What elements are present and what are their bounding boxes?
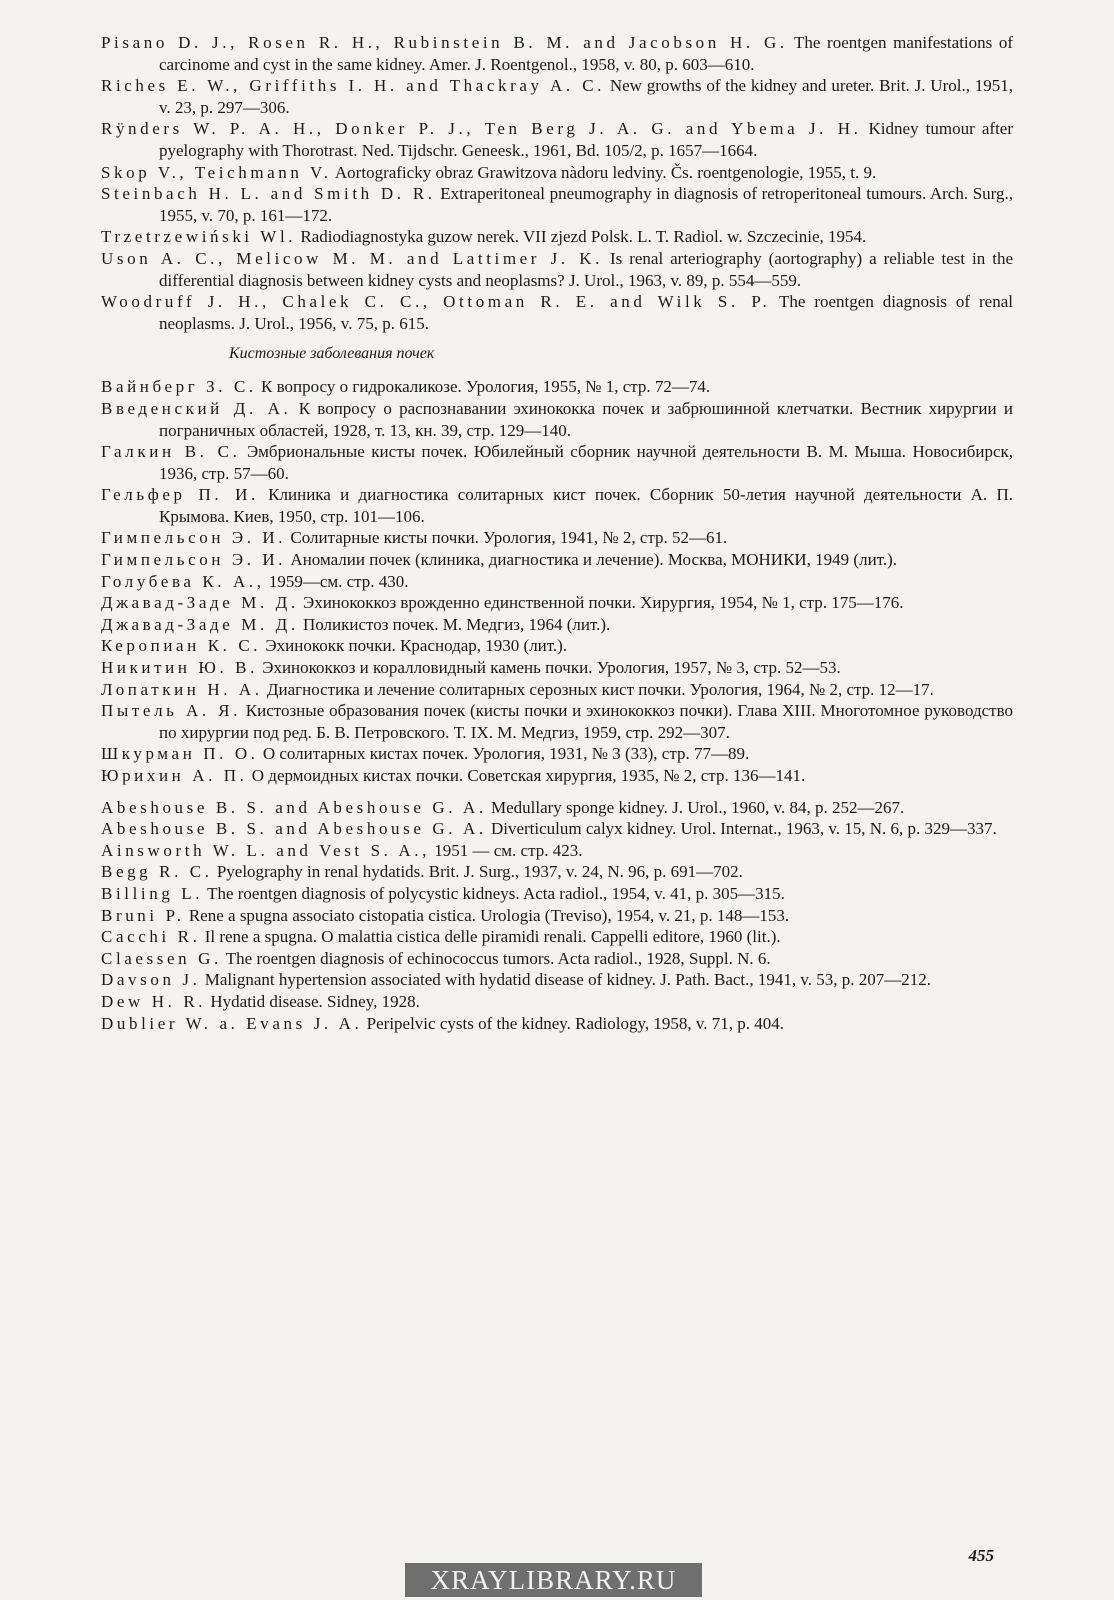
reference-text: Malignant hypertension associated with hydatid disease of kidney. J. Path. Bact., 1941, v. 53, p. 207—212. <box>204 970 932 990</box>
section-heading: Кистозные заболевания почек <box>229 345 435 363</box>
reference-entry <box>101 991 1013 1013</box>
references-section-tumours <box>101 32 1013 334</box>
reference-entry <box>101 743 1013 765</box>
reference-entry <box>101 861 1013 883</box>
reference-entry <box>101 818 1013 840</box>
reference-entry <box>101 162 1013 184</box>
reference-authors: Шкурман П. О. <box>101 744 259 764</box>
reference-entry <box>101 635 1013 657</box>
reference-authors: Steinbach H. L. and Smith D. R. <box>101 184 436 204</box>
reference-text: Солитарные кисты почки. Урология, 1941, № 2, стр. 52—61. <box>290 528 728 548</box>
reference-authors: Лопаткин Н. А. <box>101 679 263 699</box>
reference-entry <box>101 679 1013 701</box>
reference-authors: Никитин Ю. В. <box>101 658 258 678</box>
reference-authors: Cacchi R. <box>101 927 201 947</box>
reference-text: Диагностика и лечение солитарных серозных кист почки. Урология, 1964, № 2, стр. 12—17. <box>266 679 934 699</box>
reference-text: Аномалии почек (клиника, диагностика и лечение). Москва, МОНИКИ, 1949 (лит.). <box>290 550 897 570</box>
references-section-cysts-foreign <box>101 797 1013 1035</box>
reference-authors: Гельфер П. И. <box>101 485 259 505</box>
reference-text: О дермоидных кистах почки. Советская хирургия, 1935, № 2, стр. 136—141. <box>251 766 806 785</box>
reference-entry <box>101 549 1013 571</box>
reference-text: Diverticulum calyx kidney. Urol. Internat., 1963, v. 15, N. 6, p. 329—337. <box>490 819 997 839</box>
reference-entry <box>101 248 1013 291</box>
reference-authors: Джавад-Заде М. Д. <box>101 593 299 613</box>
reference-authors: Begg R. C. <box>101 862 213 882</box>
reference-authors: Ainsworth W. L. and Vest S. A., <box>101 840 430 860</box>
reference-authors: Pisano D. J., Rosen R. H., Rubinstein B. M. and Jacobson H. G. <box>101 33 788 52</box>
reference-authors: Abeshouse B. S. and Abeshouse G. A. <box>101 819 487 839</box>
reference-authors: Rÿnders W. P. A. H., Donker P. J., Ten Berg J. A. G. and Ybema J. H. <box>101 119 862 139</box>
reference-text: The roentgen manifestations of carcinome and cyst in the same kidney. Amer. J. Roentgenol., 1958, v. 80, p. 603—610. <box>159 33 1014 74</box>
reference-authors: Керопиан К. С. <box>101 636 262 656</box>
reference-authors: Uson A. C., Melicow M. M. and Lattimer J. K. <box>101 248 603 268</box>
bibliography-page <box>101 32 1013 1034</box>
reference-text: Aortograficky obraz Grawitzova nàdoru ledviny. Čs. roentgenologie, 1955, t. 9. <box>334 162 877 182</box>
reference-entry <box>101 441 1013 484</box>
reference-authors: Пытель А. Я. <box>101 701 241 721</box>
reference-entry <box>101 571 1013 593</box>
reference-text: О солитарных кистах почек. Урология, 1931, № 3 (33), стр. 77—89. <box>262 744 750 764</box>
reference-text: Поликистоз почек. М. Медгиз, 1964 (лит.). <box>302 614 611 634</box>
reference-entry <box>101 797 1013 819</box>
reference-text: The roentgen diagnosis of echinococcus tumors. Acta radiol., 1928, Suppl. N. 6. <box>225 948 771 968</box>
reference-entry <box>101 527 1013 549</box>
reference-text: Кистозные образования почек (кисты почки и эхинококкоз почки). Глава XIII. Многотомное руководство по хирургии под ред. Б. В. Петровского. Т. IX. М. Медгиз, 1959, стр. 292—307. <box>159 701 1013 742</box>
reference-text: К вопросу о распознавании эхинококка почек и забрюшинной клетчатки. Вестник хирургии и пограничных областей, 1928, т. 13, кн. 39, стр. 129—140. <box>159 398 1014 440</box>
reference-entry <box>101 883 1013 905</box>
reference-text: Эхинококкоз и коралловидный камень почки. Урология, 1957, № 3, стр. 52—53. <box>262 658 841 678</box>
reference-text: Эмбриональные кисты почек. Юбилейный сборник научной деятельности В. М. Мыша. Новосибирск, 1936, стр. 57—60. <box>159 442 1013 483</box>
reference-authors: Claessen G. <box>101 948 222 968</box>
reference-text: New growths of the kidney and ureter. Brit. J. Urol., 1951, v. 23, p. 297—306. <box>159 76 1014 117</box>
reference-text: Medullary sponge kidney. J. Urol., 1960, v. 84, p. 252—267. <box>490 797 905 817</box>
reference-authors: Голубева К. А., <box>101 571 265 591</box>
reference-text: Клиника и диагностика солитарных кист почек. Сборник 50-летия научной деятельности А. П. Крымова. Киев, 1950, стр. 101—106. <box>159 485 1014 526</box>
reference-authors: Гимпельсон Э. И. <box>101 550 287 570</box>
reference-text: Peripelvic cysts of the kidney. Radiology, 1958, v. 71, p. 404. <box>366 1013 785 1033</box>
reference-authors: Dublier W. a. Evans J. A. <box>101 1013 363 1033</box>
reference-entry <box>101 905 1013 927</box>
reference-entry <box>101 657 1013 679</box>
reference-authors: Davson J. <box>101 970 201 990</box>
reference-entry <box>101 948 1013 970</box>
reference-authors: Галкин В. С. <box>101 442 241 462</box>
reference-entry <box>101 75 1013 118</box>
reference-authors: Riches E. W., Griffiths I. H. and Thackray A. C. <box>101 76 605 96</box>
reference-entry <box>101 969 1013 991</box>
reference-text: Эхинококкоз врожденно единственной почки. Хирургия, 1954, № 1, стр. 175—176. <box>302 593 904 613</box>
reference-entry <box>101 592 1013 614</box>
reference-text: Is renal arteriography (aortography) a reliable test in the differential diagnosis between kidney cysts and neoplasms? J. Urol., 1963, v. 89, p. 554—559. <box>159 248 1014 290</box>
reference-entry <box>101 376 1013 398</box>
reference-entry <box>101 926 1013 948</box>
reference-authors: Bruni P. <box>101 905 185 925</box>
reference-entry <box>101 398 1013 441</box>
reference-authors: Woodruff J. H., Chalek C. C., Ottoman R. E. and Wilk S. P. <box>101 292 771 312</box>
reference-text: Extraperitoneal pneumography in diagnosis of retroperitoneal tumours. Arch. Surg., 1955, v. 70, p. 161—172. <box>159 184 1013 225</box>
reference-text: Rene a spugna associato cistopatia cistica. Urologia (Treviso), 1954, v. 21, p. 148—153. <box>188 905 790 925</box>
reference-text: Radiodiagnostyka guzow nerek. VII zjezd Polsk. L. T. Radiol. w. Szczecinie, 1954. <box>300 227 867 247</box>
reference-entry <box>101 700 1013 743</box>
reference-authors: Введенский Д. А. <box>101 398 292 418</box>
reference-entry <box>101 840 1013 862</box>
reference-authors: Джавад-Заде М. Д. <box>101 614 299 634</box>
reference-authors: Abeshouse B. S. and Abeshouse G. A. <box>101 797 487 817</box>
section-gap <box>101 787 1013 797</box>
reference-entry <box>101 291 1013 334</box>
reference-authors: Trzetrzewiński Wl. <box>101 227 297 247</box>
reference-text: Kidney tumour after pyelography with Thorotrast. Ned. Tijdschr. Geneesk., 1961, Bd. 105/2, p. 1657—1664. <box>159 119 1013 160</box>
reference-text: Hydatid disease. Sidney, 1928. <box>210 991 420 1011</box>
reference-entry <box>101 226 1013 248</box>
reference-authors: Billing L. <box>101 883 204 903</box>
reference-entry <box>101 183 1013 226</box>
reference-text: Эхинококк почки. Краснодар, 1930 (лит.). <box>265 636 568 656</box>
site-watermark: XRAYLIBRARY.RU <box>405 1563 702 1597</box>
reference-entry <box>101 765 1013 787</box>
reference-text: 1951 — см. стр. 423. <box>434 840 583 860</box>
references-section-cysts-russian <box>101 376 1013 786</box>
reference-text: К вопросу о гидрокаликозе. Урология, 1955, № 1, стр. 72—74. <box>261 377 711 397</box>
reference-entry <box>101 1013 1013 1035</box>
reference-text: The roentgen diagnosis of polycystic kidneys. Acta radiol., 1954, v. 41, p. 305—315. <box>207 883 785 903</box>
reference-text: The roentgen diagnosis of renal neoplasms. J. Urol., 1956, v. 75, p. 615. <box>159 292 1013 333</box>
reference-authors: Dew H. R. <box>101 991 207 1011</box>
page-number: 455 <box>968 1546 994 1565</box>
reference-entry <box>101 32 1013 75</box>
reference-text: Pyelography in renal hydatids. Brit. J. Surg., 1937, v. 24, N. 96, p. 691—702. <box>216 862 743 882</box>
reference-entry <box>101 484 1013 527</box>
reference-authors: Гимпельсон Э. И. <box>101 528 287 548</box>
reference-authors: Юрихин А. П. <box>101 766 248 785</box>
reference-entry <box>101 614 1013 636</box>
reference-entry <box>101 118 1013 161</box>
reference-authors: Skop V., Teichmann V. <box>101 162 332 182</box>
reference-text: 1959—см. стр. 430. <box>268 571 409 591</box>
reference-text: Il rene a spugna. O malattia cistica delle piramidi renali. Cappelli editore, 1960 (lit.). <box>204 927 781 947</box>
reference-authors: Вайнберг З. С. <box>101 377 257 397</box>
